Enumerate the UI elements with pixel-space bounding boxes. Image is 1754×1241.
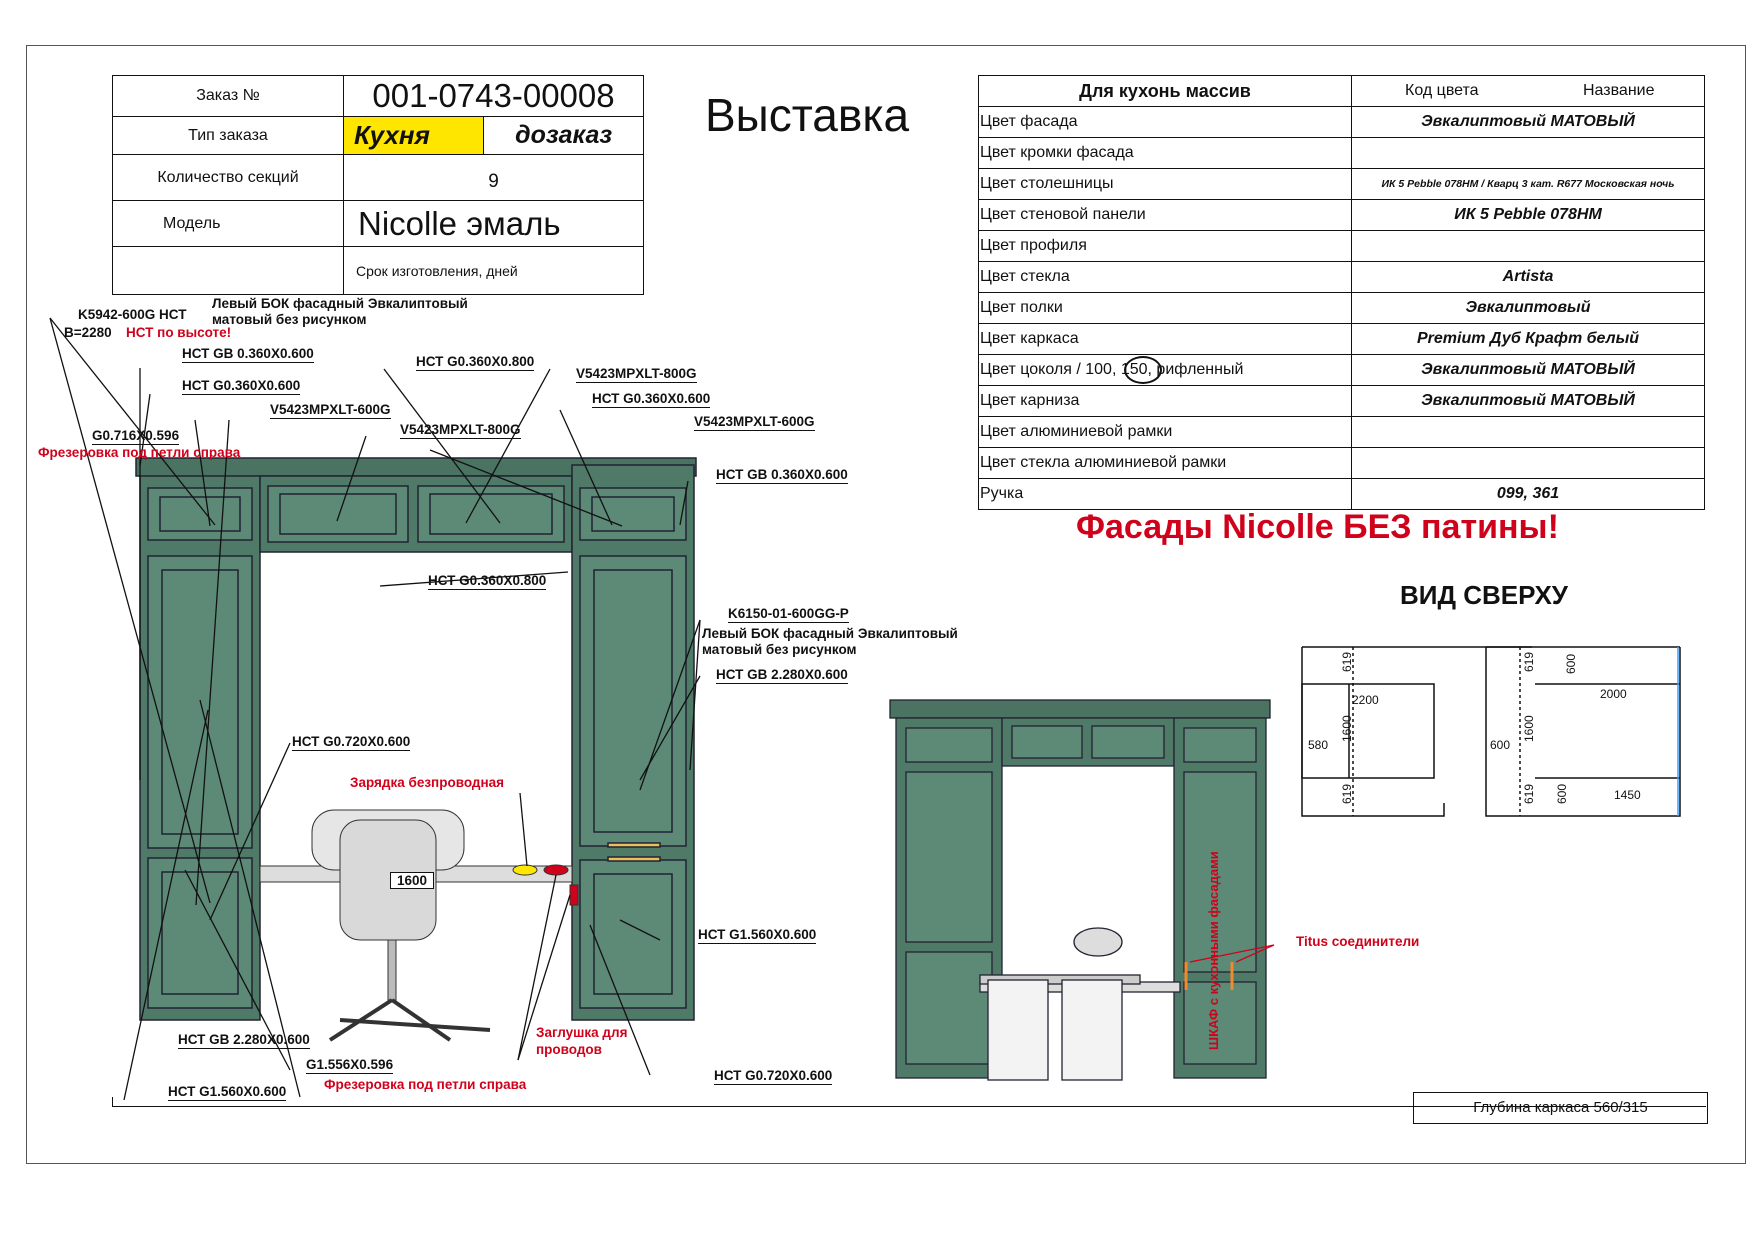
dim-label: 580 — [1308, 738, 1329, 752]
spec-row-value: Эвкалиптовый МАТОВЫЙ — [1352, 386, 1705, 417]
order-type-value: Кухня — [344, 117, 484, 155]
spec-row-value: Premium Дуб Крафт белый — [1352, 324, 1705, 355]
right-tower — [572, 465, 694, 1020]
desk-and-chair — [260, 810, 578, 1040]
width-label: 1600 — [390, 872, 434, 889]
annotation: Левый БОК фасадный Эвкалиптовый — [212, 296, 468, 311]
annotation: G0.716X0.596 — [92, 428, 180, 443]
spec-row-label: Цвет стеновой панели — [979, 200, 1352, 231]
annotation: матовый без рисунком — [212, 312, 367, 327]
annotation: НСТ G0.360X0.600 — [592, 391, 711, 406]
annotation: НСТ GB 0.360X0.600 — [716, 467, 848, 482]
annotation-warning: Фрезеровка под петли справа — [38, 445, 241, 460]
spec-row-value: 099, 361 — [1352, 479, 1705, 510]
annotation-warning: ШКАФ с кухонными фасадами — [1206, 851, 1221, 1050]
annotation: V5423MPXLT-800G — [576, 366, 697, 381]
dim-label: 1600 — [1522, 715, 1536, 742]
annotation-warning: проводов — [536, 1042, 602, 1057]
order-type-label: Тип заказа — [113, 117, 344, 155]
bottom-tick — [112, 1097, 113, 1107]
spec-row-label: Цвет столешницы — [979, 169, 1352, 200]
dim-label: 619 — [1340, 783, 1354, 804]
spec-row-label: Ручка — [979, 479, 1352, 510]
spec-row-value: Эвкалиптовый МАТОВЫЙ — [1352, 107, 1705, 138]
dim-label: 600 — [1555, 783, 1569, 804]
annotation-warning: Зарядка безпроводная — [350, 775, 504, 790]
annotation-warning: Titus соединители — [1296, 934, 1420, 949]
annotation: НСТ G0.720X0.600 — [292, 734, 411, 749]
model-value: Nicolle эмаль — [344, 201, 644, 247]
depth-note: Глубина каркаса 560/315 — [1413, 1092, 1708, 1124]
dim-label: 1450 — [1614, 788, 1641, 802]
left-tower — [140, 465, 260, 1020]
page-title: Выставка — [705, 89, 910, 141]
annotation-warning: Фрезеровка под петли справа — [324, 1077, 527, 1092]
spec-row-label: Цвет карниза — [979, 386, 1352, 417]
plinth-label: Цвет цоколя / 100, 150, рифленный — [980, 361, 1244, 378]
spec-row-value: Artista — [1352, 262, 1705, 293]
dim-label: 2000 — [1600, 687, 1627, 701]
dim-label: 600 — [1490, 738, 1511, 752]
dim-label: 1600 — [1340, 715, 1354, 742]
spec-row-label: Цвет полки — [979, 293, 1352, 324]
lead-time-label: Срок изготовления, дней — [344, 247, 644, 295]
annotation: НСТ G0.360X0.800 — [428, 573, 547, 588]
dim-label: 600 — [1564, 653, 1578, 674]
dim-label: 619 — [1522, 651, 1536, 672]
spec-row-value: Эвкалиптовый МАТОВЫЙ — [1352, 355, 1705, 386]
spec-row-label: Цвет каркаса — [979, 324, 1352, 355]
order-label: Заказ № — [113, 76, 344, 117]
top-view-title: ВИД СВЕРХУ — [1400, 580, 1568, 610]
model-label: Модель — [113, 201, 344, 247]
annotation: НСТ G0.360X0.600 — [182, 378, 301, 393]
order-number: 001-0743-00008 — [344, 76, 644, 117]
spec-row-label: Цвет профиля — [979, 231, 1352, 262]
annotation: V5423MPXLT-800G — [400, 422, 521, 437]
order-type-extra: дозаказ — [484, 117, 644, 155]
col-code: Код цвета — [1405, 82, 1479, 99]
spec-row-value: ИК 5 Pebble 078HM — [1352, 200, 1705, 231]
annotation: НСТ G1.560X0.600 — [698, 927, 817, 942]
spec-row-label: Цвет стекла — [979, 262, 1352, 293]
spec-row-value: ИК 5 Pebble 078HM / Кварц 3 кат. R677 Московская ночь — [1352, 169, 1705, 200]
spec-row-value: Эвкалиптовый — [1352, 293, 1705, 324]
annotation: НСТ GB 2.280X0.600 — [178, 1032, 310, 1047]
annotation: НСТ G1.560X0.600 — [168, 1084, 287, 1099]
spec-row-label: Цвет фасада — [979, 107, 1352, 138]
annotation: K5942-600G НСТ — [78, 307, 187, 322]
annotation-warning: НСТ по высоте! — [126, 325, 232, 340]
annotation: G1.556X0.596 — [306, 1057, 394, 1072]
spec-header: Для кухонь массив — [979, 76, 1352, 107]
annotation-warning: Заглушка для — [536, 1025, 628, 1040]
annotation: K6150-01-600GG-P — [728, 606, 849, 621]
annotation: V5423MPXLT-600G — [694, 414, 815, 429]
dim-label: 619 — [1522, 783, 1536, 804]
spec-row-label: Цвет алюминиевой рамки — [979, 417, 1352, 448]
annotation: V5423MPXLT-600G — [270, 402, 391, 417]
annotation: НСТ G0.360X0.800 — [416, 354, 535, 369]
sections-label: Количество секций — [113, 155, 344, 201]
annotation: НСТ GB 0.360X0.600 — [182, 346, 314, 361]
annotation: НСТ GB 2.280X0.600 — [716, 667, 848, 682]
annotation: Левый БОК фасадный Эвкалиптовый — [702, 626, 958, 641]
dim-label: 2200 — [1352, 693, 1379, 707]
sections-value: 9 — [344, 155, 644, 201]
annotation: матовый без рисунком — [702, 642, 857, 657]
col-name: Название — [1583, 82, 1655, 99]
annotation: B=2280 — [64, 325, 112, 340]
top-view-dims — [1308, 652, 1641, 804]
spec-row-label: Цвет стекла алюминиевой рамки — [979, 448, 1352, 479]
dim-label: 619 — [1340, 651, 1354, 672]
warning-text: Фасады Nicolle БЕЗ патины! — [1076, 508, 1559, 546]
annotation: НСТ G0.720X0.600 — [714, 1068, 833, 1083]
spec-row-label: Цвет кромки фасада — [979, 138, 1352, 169]
